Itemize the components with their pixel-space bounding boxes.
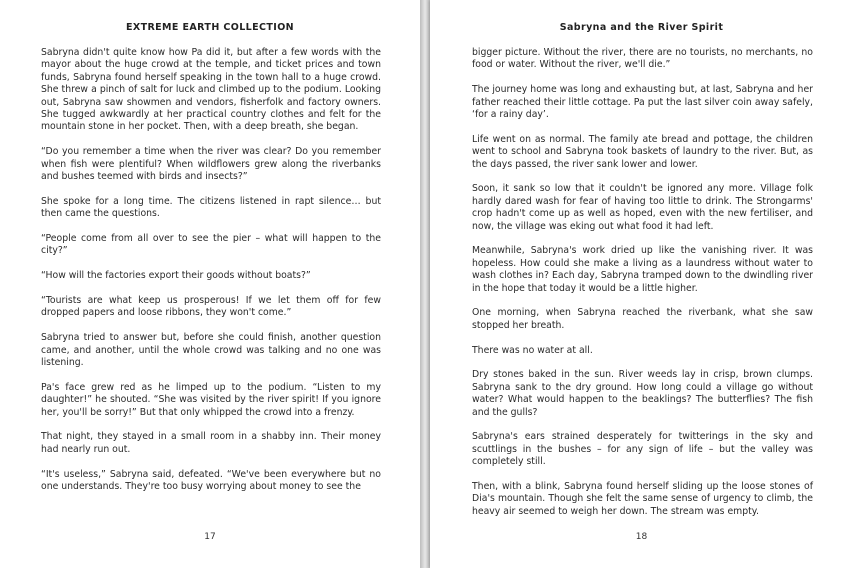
paragraph: The journey home was long and exhausting but, at last, Sabryna and her father reached their little cottage. Pa put the last silver coin away safely, ‘for a rainy day’.: [472, 84, 813, 121]
left-page: [0, 0, 420, 568]
paragraph: “People come from all over to see the pier – what will happen to the city?”: [41, 233, 381, 257]
right-page: [430, 0, 853, 568]
body-text: [472, 47, 813, 531]
paragraph: bigger picture. Without the river, there are no tourists, no merchants, no food or water. Without the river, we'll die.”: [472, 47, 813, 71]
paragraph: Pa's face grew red as he limped up to the podium. “Listen to my daughter!” he shouted. “She was visited by the river spirit! If you ignore her, you'll be sorry!” But that only whipped the crowd into a frenzy.: [41, 381, 381, 418]
paragraph: Dry stones baked in the sun. River weeds lay in crisp, brown clumps. Sabryna sank to the dry ground. How long could a village go without water? What would happen to the beaklings? The butterflies? The fish and the gulls?: [472, 369, 813, 418]
paragraph: Sabryna didn't quite know how Pa did it, but after a few words with the mayor about the huge crowd at the temple, and ticket prices and town funds, Sabryna found herself speaking in the town hall to a huge crowd. She threw a pinch of salt for luck and climbed up to the podium. Looking out, Sabryna saw showmen and vendors, fisherfolk and factory owners. She tugged awkwardly at her practical country clothes and felt for the mountain stone in her pocket. Then, with a deep breath, she began.: [41, 47, 381, 133]
page-number: 18: [635, 532, 648, 542]
paragraph: She spoke for a long time. The citizens listened in rapt silence… but then came the questions.: [41, 195, 381, 220]
paragraph: “It's useless,” Sabryna said, defeated. “We've been everywhere but no one understands. They're too busy worrying about money to see the: [41, 468, 381, 493]
paragraph: That night, they stayed in a small room in a shabby inn. Their money had nearly run out.: [41, 431, 381, 455]
paragraph: Sabryna tried to answer but, before she could finish, another question came, and another, until the whole crowd was talking and no one was listening.: [41, 332, 381, 369]
running-header: EXTREME EARTH COLLECTION: [125, 22, 295, 33]
paragraph: “Do you remember a time when the river was clear? Do you remember when fish were plentiful? When wildflowers grew along the riverbanks and bushes teemed with birds and insects?”: [41, 146, 381, 183]
page-number: 17: [204, 532, 216, 542]
book-gutter: [420, 0, 430, 568]
paragraph: Life went on as normal. The family ate bread and pottage, the children went to school and Sabryna took baskets of laundry to the river. But, as the days passed, the river sank lower and lower.: [472, 133, 813, 170]
paragraph: Soon, it sank so low that it couldn't be ignored any more. Village folk hardly dared wash for fear of having too little to drink. The Strongarms' crop hadn't come up as well as hoped, even with the new fertiliser, and now, the village was eking out what food it had left.: [472, 183, 813, 232]
paragraph: “How will the factories export their goods without boats?”: [41, 270, 311, 282]
paragraph: “Tourists are what keep us prosperous! If we let them off for few dropped papers and loose ribbons, they won't come.”: [41, 295, 381, 319]
paragraph: Meanwhile, Sabryna's work dried up like the vanishing river. It was hopeless. How could she make a living as a laundress without water to wash clothes in? Each day, Sabryna tramped down to the dwindling river in the hope that today it would be a little higher.: [472, 245, 813, 294]
paragraph: One morning, when Sabryna reached the riverbank, what she saw stopped her breath.: [472, 307, 813, 331]
body-text: [41, 47, 381, 506]
paragraph: Then, with a blink, Sabryna found herself sliding up the loose stones of Dia's mountain. Though she felt the same sense of urgency to climb, the heavy air seemed to weigh her down. The stream was empty.: [472, 481, 813, 517]
paragraph: There was no water at all.: [472, 344, 593, 356]
paragraph: Sabryna's ears strained desperately for twitterings in the sky and scuttlings in the bushes – for any sign of life – but the valley was completely still.: [472, 431, 813, 468]
running-header: Sabryna and the River Spirit: [559, 22, 724, 33]
